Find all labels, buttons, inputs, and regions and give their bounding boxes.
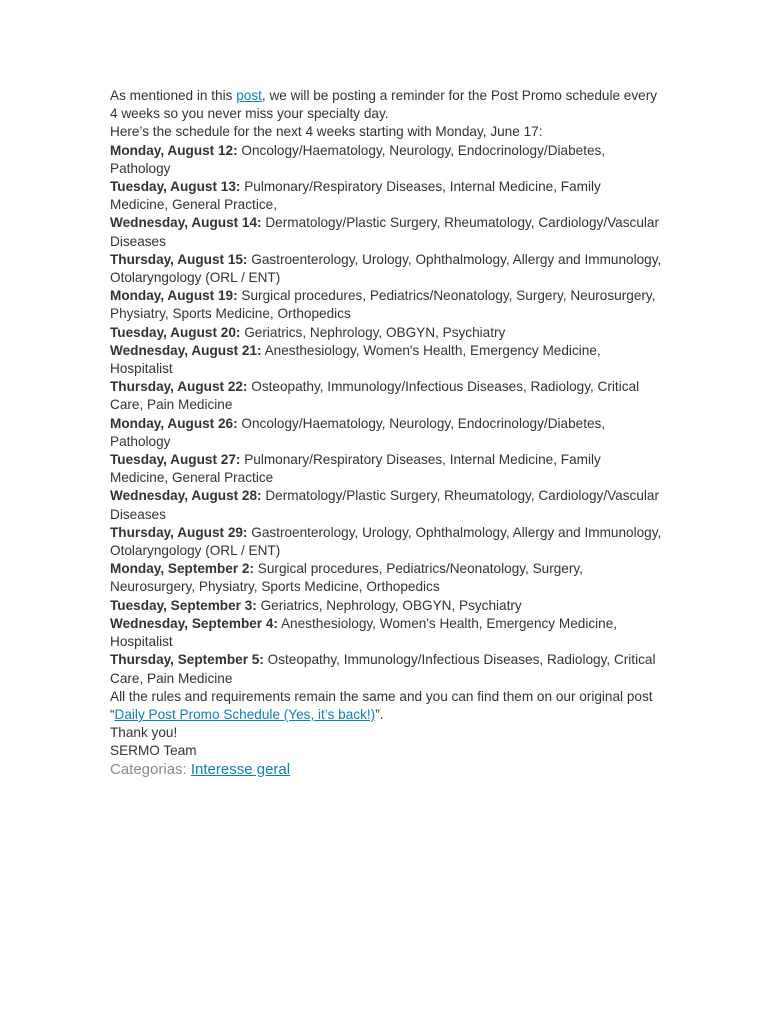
schedule-entry — [110, 378, 662, 414]
schedule-day: Wednesday, September 4: — [110, 615, 278, 631]
schedule-day: Thursday, August 22: — [110, 379, 248, 395]
schedule-entry — [110, 560, 662, 596]
post-link[interactable]: post — [236, 88, 262, 103]
schedule-entry — [110, 451, 662, 487]
rules-text: All the rules and requirements remain the same and you can find them on our original post — [110, 688, 653, 704]
schedule-entry — [110, 324, 662, 342]
schedule-day: Monday, August 19: — [110, 288, 238, 304]
schedule-day: Tuesday, September 3: — [110, 597, 257, 613]
schedule-entry — [110, 524, 662, 560]
post-content — [110, 87, 662, 779]
schedule-entry — [110, 142, 662, 178]
schedule-day: Wednesday, August 21: — [110, 342, 262, 358]
schedule-specialties: Osteopathy, Immunology/Infectious Diseases, Radiology, Critical Care, Pain Medicine — [110, 379, 640, 413]
thanks-text: Thank you! — [110, 725, 178, 741]
schedule-specialties: Osteopathy, Immunology/Infectious Diseases, Radiology, Critical Care, Pain Medicine — [110, 652, 656, 686]
schedule-entry — [110, 178, 662, 214]
schedule-entry — [110, 651, 662, 687]
schedule-specialties: Surgical procedures, Pediatrics/Neonatology, Surgery, Neurosurgery, Physiatry, Sports Medicine, Orthopedics — [110, 288, 656, 322]
schedule-entry — [110, 615, 662, 651]
schedule-intro: Here’s the schedule for the next 4 weeks starting with Monday, June 17: — [110, 124, 543, 140]
schedule-specialties: Anesthesiology, Women's Health, Emergency Medicine, Hospitalist — [110, 342, 601, 377]
intro-paragraph — [110, 87, 662, 123]
signature: SERMO Team — [110, 743, 197, 759]
rules-quote-open: “ — [110, 706, 115, 722]
schedule-entry — [110, 342, 662, 378]
schedule-entry — [110, 251, 662, 287]
schedule-list — [110, 142, 662, 688]
schedule-day: Thursday, September 5: — [110, 652, 264, 668]
schedule-day: Tuesday, August 13: — [110, 179, 241, 195]
schedule-specialties: Surgical procedures, Pediatrics/Neonatology, Surgery, Neurosurgery, Physiatry, Sports Medicine, Orthopedics — [110, 561, 583, 595]
schedule-specialties: Dermatology/Plastic Surgery, Rheumatology, Cardiology/Vascular Diseases — [110, 488, 659, 522]
schedule-specialties: Oncology/Haematology, Neurology, Endocrinology/Diabetes, Pathology — [110, 415, 606, 449]
schedule-specialties: Geriatrics, Nephrology, OBGYN, Psychiatry — [256, 597, 522, 613]
schedule-entry — [110, 415, 662, 451]
rules-paragraph — [110, 688, 662, 724]
category-link-interesse-geral[interactable]: Interesse geral — [190, 760, 291, 778]
schedule-day: Tuesday, August 20: — [110, 324, 241, 340]
schedule-specialties: Geriatrics, Nephrology, OBGYN, Psychiatry — [240, 324, 506, 340]
schedule-specialties: Pulmonary/Respiratory Diseases, Internal Medicine, Family Medicine, General Practice — [110, 452, 601, 486]
rules-quote-close: ”. — [375, 706, 384, 722]
schedule-day: Wednesday, August 14: — [110, 215, 262, 231]
schedule-specialties: Gastroenterology, Urology, Ophthalmology, Allergy and Immunology, Otolaryngology (ORL / ENT) — [110, 251, 662, 286]
original-post-link[interactable]: Daily Post Promo Schedule (Yes, it’s back!) — [114, 706, 376, 722]
schedule-specialties: Pulmonary/Respiratory Diseases, Internal Medicine, Family Medicine, General Practice, — [110, 179, 601, 213]
categories — [110, 761, 662, 779]
intro-text-before: As mentioned in this — [110, 88, 237, 103]
schedule-entry — [110, 487, 662, 523]
schedule-day: Thursday, August 15: — [110, 251, 248, 267]
schedule-specialties: Dermatology/Plastic Surgery, Rheumatology, Cardiology/Vascular Diseases — [110, 215, 659, 249]
schedule-day: Wednesday, August 28: — [110, 488, 262, 504]
schedule-day: Monday, August 26: — [110, 415, 238, 431]
schedule-day: Monday, August 12: — [110, 142, 238, 158]
intro-text-after: , we will be posting a reminder for the Post Promo schedule every 4 weeks so you never miss your specialty day. — [110, 88, 658, 122]
schedule-day: Monday, September 2: — [110, 561, 255, 577]
schedule-entry — [110, 214, 662, 250]
schedule-day: Thursday, August 29: — [110, 524, 248, 540]
schedule-entry — [110, 287, 662, 323]
schedule-entry — [110, 597, 662, 615]
schedule-day: Tuesday, August 27: — [110, 452, 241, 468]
schedule-specialties: Gastroenterology, Urology, Ophthalmology, Allergy and Immunology, Otolaryngology (ORL / ENT) — [110, 524, 662, 559]
schedule-specialties: Anesthesiology, Women's Health, Emergency Medicine, Hospitalist — [110, 615, 618, 650]
categories-label: Categorias: — [110, 760, 191, 778]
schedule-specialties: Oncology/Haematology, Neurology, Endocrinology/Diabetes, Pathology — [110, 142, 606, 176]
